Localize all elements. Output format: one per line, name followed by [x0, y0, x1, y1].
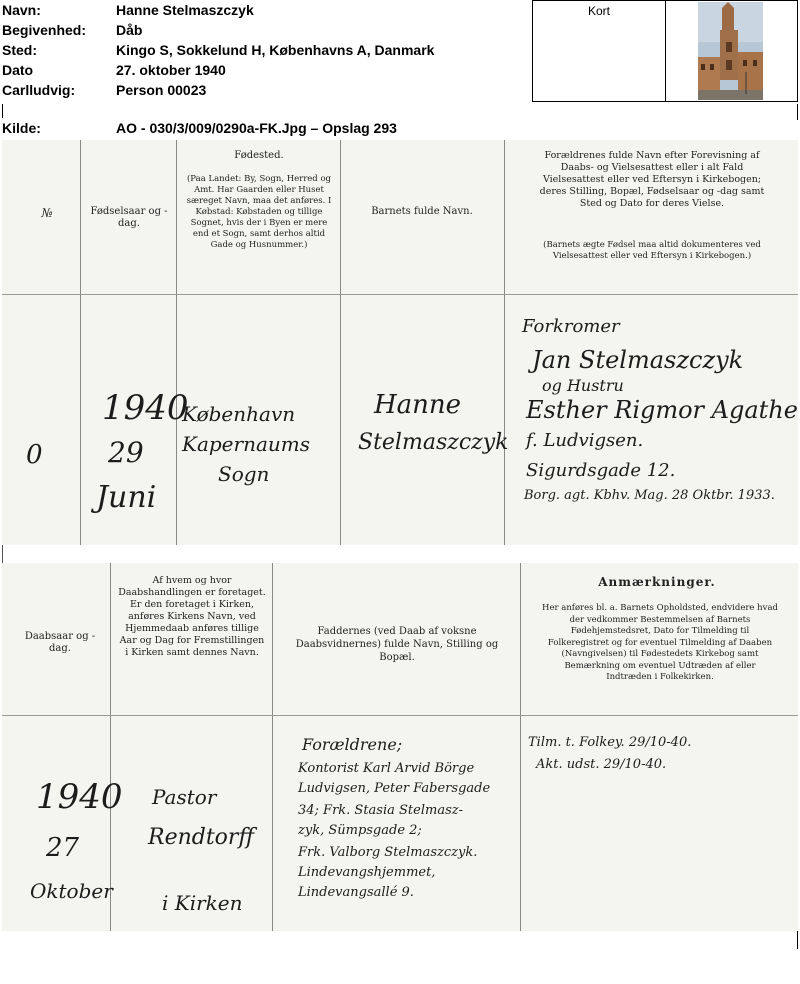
- info-value: Kingo S, Sokkelund H, Københavns A, Danmark: [116, 42, 435, 58]
- header-nr: №: [41, 206, 53, 220]
- pastor-line: Rendtorff: [148, 825, 255, 850]
- map-box: [532, 0, 798, 102]
- header-barnets-navn: Barnets fulde Navn.: [371, 206, 473, 217]
- godparents-line: Ludvigsen, Peter Fabersgade: [298, 781, 491, 796]
- parents-line: Sigurdsgade 12.: [526, 460, 676, 481]
- header-hvem: Af hvem og hvor Daabshandlingen er foretaget. Er den foretaget i Kirken, anføres Kirkens Navn, ved Hjemmedaab anføres tillige Aar og Dag for Fremstillingen i Kirken samt dennes Navn.: [118, 575, 266, 658]
- godparents-line: Lindevangshjemmet,: [298, 865, 436, 880]
- info-value: 27. oktober 1940: [116, 62, 226, 78]
- parents-line: Jan Stelmaszczyk: [532, 346, 744, 374]
- church-tower-photo[interactable]: [698, 2, 763, 100]
- godparents-line: 34; Frk. Stasia Stelmasz-: [298, 803, 463, 818]
- parents-line: Esther Rigmor Agathe: [526, 396, 798, 424]
- header-fodested-note: (Paa Landet: By, Sogn, Herred og Amt. Har Gaarden eller Huset særeget Navn, maa det anføres. I Købstad: Købstaden og tillige Sognet, hvis der i Byen er mere end et Sogn, samt derhos altid Gade og Husnummer.): [186, 174, 332, 250]
- parents-line: og Hustru: [542, 376, 624, 395]
- scan-page-2: [2, 563, 798, 931]
- info-label: Navn:: [2, 2, 41, 18]
- header-faddere: Faddernes (ved Daab af voksne Daabsvidnernes) fulde Navn, Stilling og Bopæl.: [295, 626, 499, 663]
- info-value: Person 00023: [116, 82, 207, 98]
- info-value: Hanne Stelmaszczyk: [116, 2, 254, 18]
- parents-line: f. Ludvigsen.: [526, 430, 644, 451]
- header-foraeldre: Forældrenes fulde Navn efter Forevisning af Daabs- og Vielsesattest eller i alt Fald Vielsesattest eller ved Eftersyn i Kirkebogen; deres Stilling, Bopæl, Fødselsaar og -dag samt Sted og Dato for deres Vielse.: [539, 150, 765, 209]
- divider: [797, 931, 798, 949]
- pastor-line: i Kirken: [162, 891, 243, 915]
- birth-year: 1940: [102, 388, 189, 428]
- divider: [2, 545, 3, 563]
- divider: [797, 104, 798, 120]
- info-value: Dåb: [116, 22, 143, 38]
- godparents-line: Forældrene;: [302, 735, 403, 754]
- kilde-value: AO - 030/3/009/0290a-FK.Jpg – Opslag 293: [116, 120, 397, 136]
- baptism-year: 1940: [36, 777, 123, 817]
- entry-nr: 0: [26, 440, 43, 470]
- remarks-line: Tilm. t. Folkey. 29/10-40.: [528, 735, 692, 750]
- child-surname: Stelmaszczyk: [358, 430, 509, 455]
- info-label: Carlludvig:: [2, 82, 76, 98]
- parents-line: Borg. agt. Kbhv. Mag. 28 Oktbr. 1933.: [524, 488, 775, 503]
- header-fodested-title: Fødested.: [234, 150, 284, 161]
- info-label: Dato: [2, 62, 34, 78]
- map-label[interactable]: Kort: [533, 1, 666, 101]
- info-label: Sted:: [2, 42, 37, 58]
- baptism-month: Oktober: [30, 879, 113, 903]
- pastor-line: Pastor: [152, 785, 217, 809]
- header-foraeldre-note: (Barnets ægte Fødsel maa altid dokumenteres ved Vielsesattest eller ved Eftersyn i Kirkebogen.): [543, 240, 761, 261]
- baptism-day: 27: [46, 833, 80, 863]
- info-label: Begivenhed:: [2, 22, 87, 38]
- birth-place-line: Sogn: [218, 462, 270, 486]
- birth-place-line: København: [182, 402, 296, 426]
- header-fodselsaar: Fødselsaar og -dag.: [90, 206, 168, 229]
- header-anm: Her anføres bl. a. Barnets Opholdsted, endvidere hvad der vedkommer Bestemmelsen af Barnets Fødehjemstedsret, Dato for Tilmelding til Folkeregistret og for eventuel Tilmelding af Daaben (Navngivelsen) til Fødestedets Kirkebog samt Bemærkning om eventuel Udtræden af eller Indtræden i Folkekirken.: [542, 603, 778, 682]
- parents-line: Forkromer: [522, 316, 620, 337]
- birth-day: 29: [108, 436, 144, 469]
- godparents-line: Lindevangsallé 9.: [298, 885, 414, 900]
- header-anm-title: Anmærkninger.: [598, 575, 716, 589]
- godparents-line: Kontorist Karl Arvid Börge: [298, 761, 475, 776]
- divider: [2, 104, 3, 118]
- birth-month: Juni: [96, 480, 157, 515]
- birth-place-line: Kapernaums: [182, 432, 310, 456]
- header-daabsaar: Daabsaar og -dag.: [24, 631, 96, 654]
- child-first-name: Hanne: [374, 390, 462, 420]
- remarks-line: Akt. udst. 29/10-40.: [536, 757, 667, 772]
- godparents-line: zyk, Sümpsgade 2;: [298, 823, 422, 838]
- godparents-line: Frk. Valborg Stelmaszczyk.: [298, 845, 478, 860]
- kilde-label: Kilde:: [2, 120, 41, 136]
- scan-page-1: [2, 140, 798, 545]
